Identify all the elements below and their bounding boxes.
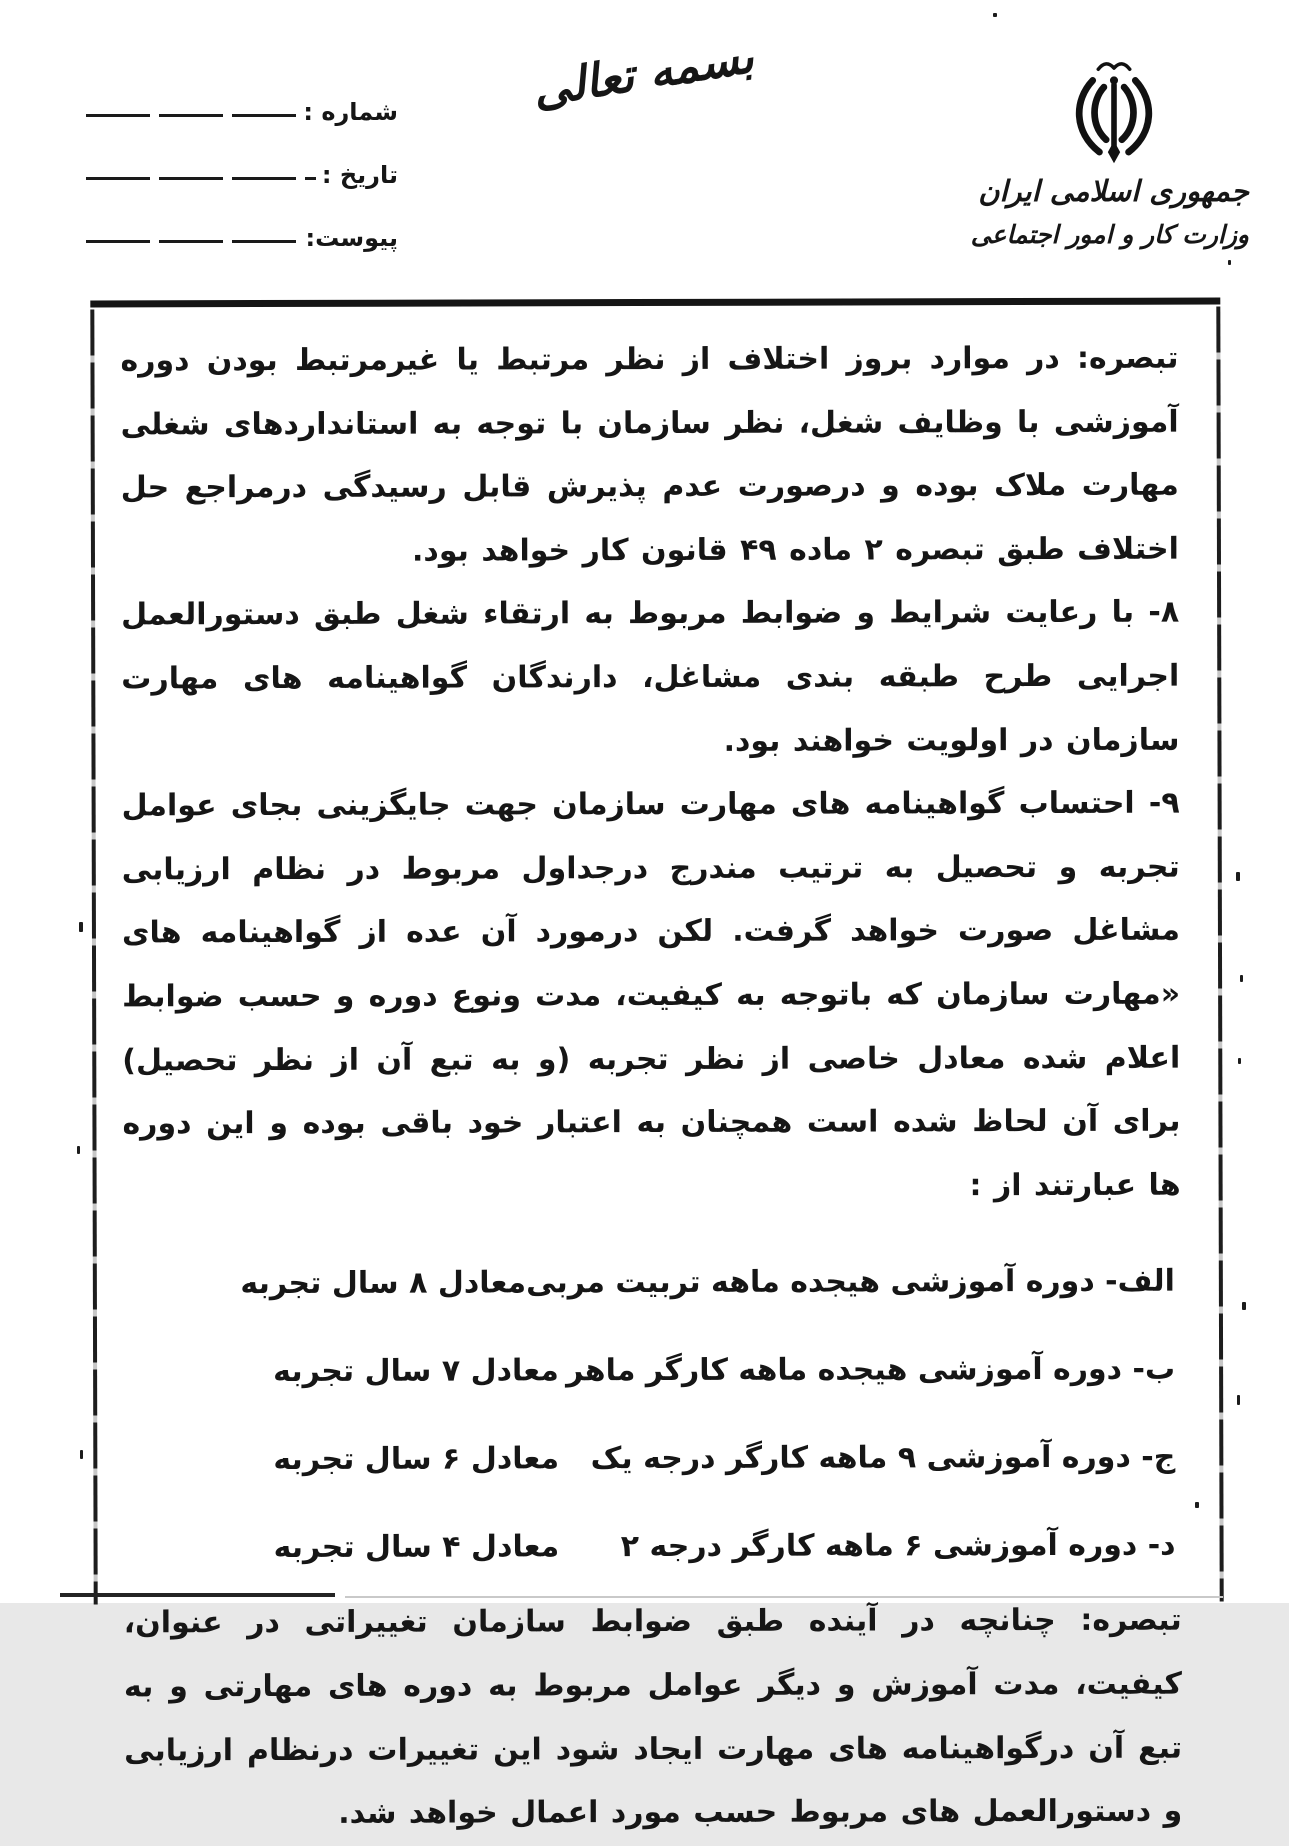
scan-noise-speck xyxy=(80,1450,83,1459)
field-number xyxy=(84,92,398,126)
course-row-dal xyxy=(273,1501,1175,1591)
course-equivalence-list xyxy=(123,1237,1182,1592)
field-number-label: شماره : xyxy=(303,98,398,126)
course-equivalent: معادل ۸ سال تجربه xyxy=(240,1265,527,1301)
bottom-note-paragraph: تبصره: چنانچه در آینده طبق ضوابط سازمان تغییراتی در عنوان، کیفیت، مدت آموزش و دیگر عوامل مربوط به دوره های مهارتی و به تبع آن درگواهینامه های مهارت ایجاد شود این تغییرات درنظام ارزیابی و دستورالعمل های مربوط حسب مورد اعمال خواهد شد. xyxy=(123,1602,1183,1831)
field-attachment xyxy=(84,218,398,252)
scan-noise-speck xyxy=(1238,1058,1241,1064)
cropped-bottom-border-faint xyxy=(345,1596,1223,1598)
course-equivalent: معادل ۷ سال تجربه xyxy=(273,1353,559,1389)
scan-noise-speck xyxy=(1237,1395,1240,1405)
item-9-paragraph: ۹- احتساب گواهینامه های مهارت سازمان جهت جایگزینی بجای عوامل تجربه و تحصیل به ترتیب مندرج درجداول مربوط در نظام ارزیابی مشاغل صورت خواهد گرفت. لکن درمورد آن عده از گواهینامه های «مهارت سازمان که باتوجه به کیفیت، مدت ونوع دوره و حسب ضوابط اعلام شده معادل خاصی از نظر تجربه (و به تبع آن از نظر تحصیل) برای آن لحاظ شده است همچنان به اعتبار خود باقی بوده و این دوره ها عبارتند از : xyxy=(121,785,1181,1203)
course-name: د- دوره آموزشی ۶ ماهه کارگر درجه ۲ xyxy=(620,1527,1176,1564)
ministry-name: وزارت کار و امور اجتماعی xyxy=(970,220,1249,249)
org-name: جمهوری اسلامی ایران xyxy=(978,174,1249,208)
scan-noise-speck xyxy=(1242,1302,1246,1310)
letterhead-fields xyxy=(84,92,398,281)
scan-noise-speck xyxy=(1236,872,1240,881)
field-date-label: تاریخ : xyxy=(321,161,398,189)
scan-noise-speck xyxy=(1228,260,1231,265)
course-row-be xyxy=(273,1325,1175,1415)
field-number-blank-line xyxy=(86,114,297,117)
item-8-paragraph: ۸- با رعایت شرایط و ضوابط مربوط به ارتقاء شغل طبق دستورالعمل اجرایی طرح طبقه بندی مشاغل، دارندگان گواهینامه های مهارت سازمان در اولویت خواهند بود. xyxy=(121,595,1180,759)
scan-noise-speck xyxy=(993,13,997,17)
scan-noise-speck xyxy=(1240,975,1243,982)
field-date-blank-line xyxy=(86,177,316,180)
course-name: ب- دوره آموزشی هیجده ماهه کارگر ماهر xyxy=(566,1351,1176,1389)
course-equivalent: معادل ۶ سال تجربه xyxy=(273,1441,560,1477)
course-row-alef xyxy=(240,1237,1175,1327)
cropped-bottom-border-segment xyxy=(60,1593,335,1597)
field-attachment-label: پیوست: xyxy=(305,224,398,252)
iran-allah-emblem-icon xyxy=(1050,58,1178,170)
course-equivalent: معادل ۴ سال تجربه xyxy=(273,1529,560,1565)
letterhead-org-block xyxy=(970,58,1249,249)
top-note-paragraph: تبصره: در موارد بروز اختلاف از نظر مرتبط یا غیرمرتبط بودن دوره آموزشی با وظایف شغل، نظر سازمان با توجه به استانداردهای شغلی مهارت ملاک بوده و درصورت عدم پذیرش قابل رسیدگی درمراجع حل اختلاف طبق تبصره ۲ ماده ۴۹ قانون کار خواهد بود. xyxy=(120,340,1179,569)
course-name: ج- دوره آموزشی ۹ ماهه کارگر درجه یک xyxy=(590,1439,1176,1476)
besmeleh-calligraphy: بسمه تعالی xyxy=(528,28,758,118)
letter-body-box xyxy=(90,298,1223,1831)
scan-noise-speck xyxy=(77,1146,80,1154)
field-date xyxy=(84,155,398,189)
scan-noise-speck xyxy=(79,922,83,932)
course-row-jim xyxy=(273,1413,1175,1503)
field-attachment-blank-line xyxy=(86,240,300,243)
course-name: الف- دوره آموزشی هیجده ماهه تربیت مربی xyxy=(526,1263,1175,1301)
scan-noise-speck xyxy=(1195,1502,1199,1508)
